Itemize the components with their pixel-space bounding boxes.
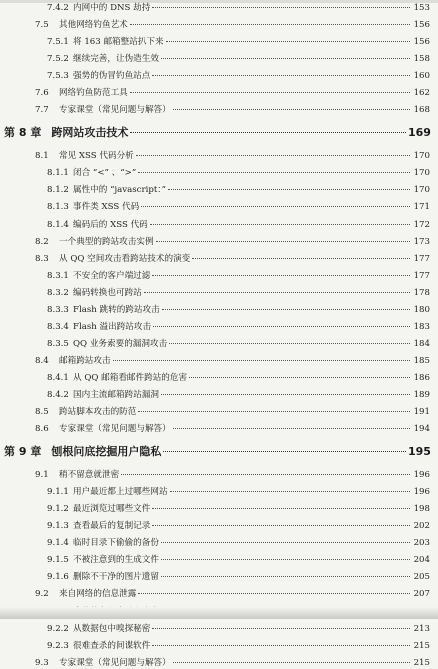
toc-subsection — [0, 53, 438, 65]
dot-leader — [130, 132, 406, 133]
section-number: 8.4 — [35, 355, 49, 366]
page-number: 195 — [408, 445, 431, 459]
section-title: 国内主流邮箱跨站漏洞 — [73, 390, 159, 400]
dot-leader — [138, 593, 410, 594]
section-number: 7.6 — [35, 88, 49, 99]
section-title: 来自网络的信息泄露 — [59, 589, 137, 600]
section-number: 8.3.5 — [47, 338, 69, 349]
dot-leader — [121, 474, 410, 475]
dot-leader — [161, 394, 410, 395]
toc-section — [0, 236, 438, 248]
toc-subsection — [0, 287, 438, 299]
section-title: 稍不留意就泄密 — [59, 470, 120, 481]
page-number: 196 — [413, 470, 430, 481]
page-number: 170 — [413, 185, 430, 196]
page-number: 215 — [413, 657, 430, 668]
toc-section — [0, 19, 438, 31]
dot-leader — [170, 491, 410, 492]
dot-leader — [192, 258, 410, 259]
dot-leader — [144, 292, 410, 293]
chapter-number: 第 9 章 — [4, 445, 42, 459]
page-number: 202 — [413, 521, 430, 532]
dot-leader — [153, 326, 410, 327]
section-title: 属性中的 “javascript：” — [73, 185, 166, 196]
dot-leader — [152, 275, 410, 276]
section-title: 一个典型的跨站攻击实例 — [59, 236, 154, 247]
dot-leader — [130, 24, 410, 25]
section-title: 内网中的 DNS 劫持 — [73, 3, 151, 13]
section-title: 专家课堂（常见问题与解答） — [59, 424, 171, 435]
dot-leader — [162, 309, 410, 310]
page-number: 204 — [413, 555, 430, 566]
toc-subsection — [0, 167, 438, 179]
section-title: 强势的伪冒钓鱼站点 — [73, 71, 151, 82]
section-title: 跨站脚本攻击的防范 — [59, 407, 137, 418]
dot-leader — [166, 41, 410, 42]
page-number: 184 — [413, 338, 430, 349]
section-number: 9.1.2 — [47, 504, 69, 515]
dot-leader — [173, 428, 410, 429]
section-number: 9.2.2 — [47, 623, 69, 634]
toc-section — [0, 253, 438, 265]
dot-leader — [163, 451, 406, 452]
section-number: 9.3 — [35, 657, 49, 668]
dot-leader — [152, 645, 410, 646]
section-title: QQ 业务索要的漏洞攻击 — [73, 338, 168, 349]
page-number: 170 — [413, 168, 430, 179]
dot-leader — [138, 172, 410, 173]
toc-subsection — [0, 537, 438, 549]
toc-section — [0, 588, 438, 600]
toc-subsection — [0, 571, 438, 583]
toc-subsection — [0, 389, 438, 401]
toc-subsection — [0, 520, 438, 532]
section-number: 9.2.3 — [47, 640, 69, 651]
page-number: 185 — [413, 355, 430, 366]
page-number: 189 — [413, 390, 430, 400]
dot-leader — [141, 206, 410, 207]
page-number: 213 — [413, 623, 430, 634]
dot-leader — [161, 576, 410, 577]
dot-leader — [189, 377, 410, 378]
section-number: 7.5.1 — [47, 37, 69, 48]
section-number: 8.4.1 — [47, 372, 69, 383]
page-number: 207 — [413, 589, 430, 600]
page-number: 177 — [413, 253, 430, 264]
dot-leader — [152, 7, 410, 8]
page-number: 203 — [413, 538, 430, 549]
section-title: 从数据包中嗅探秘密 — [73, 623, 151, 634]
section-number: 8.4.2 — [47, 390, 69, 400]
section-number: 8.3 — [35, 253, 49, 264]
page-number: 194 — [413, 424, 430, 435]
dot-leader — [113, 360, 410, 361]
toc-subsection — [0, 270, 438, 282]
section-number: 8.3.1 — [47, 270, 69, 281]
section-title: 邮箱跨站攻击 — [59, 355, 111, 366]
toc-chapter-heading — [0, 444, 438, 460]
section-number: 8.3.4 — [47, 321, 69, 332]
page-number: 169 — [408, 126, 431, 140]
page-number: 156 — [413, 20, 430, 31]
section-title: 用户最近都上过哪些网站 — [73, 487, 168, 498]
toc-subsection — [0, 372, 438, 384]
page-number: 156 — [413, 37, 430, 48]
page-number: 215 — [413, 640, 430, 651]
dot-leader — [152, 628, 410, 629]
chapter-number: 第 8 章 — [4, 126, 42, 140]
toc-section — [0, 469, 438, 481]
page-number: 171 — [413, 202, 430, 213]
dot-leader — [169, 343, 410, 344]
section-title: 闭合 “<” 、“>” — [73, 168, 137, 179]
section-title: 常见 XSS 代码分析 — [59, 151, 134, 162]
toc-chapter-heading — [0, 125, 438, 141]
toc-section — [0, 150, 438, 162]
toc-subsection — [0, 2, 438, 14]
dot-leader — [161, 58, 410, 59]
section-number: 8.1.2 — [47, 185, 69, 196]
page-number: 170 — [413, 151, 430, 162]
section-number: 7.5 — [35, 20, 49, 31]
section-title: 编码后的 XSS 代码 — [73, 219, 148, 230]
page-number: 196 — [413, 487, 430, 498]
section-title: 查看最后的复制记录 — [73, 521, 151, 532]
section-number: 8.3.2 — [47, 287, 69, 298]
page-number: 160 — [413, 71, 430, 82]
section-title: 事件类 XSS 代码 — [73, 202, 140, 213]
chapter-title: 刨根问底挖掘用户隐私 — [51, 445, 162, 459]
page-number: 180 — [413, 304, 430, 315]
toc-subsection — [0, 201, 438, 213]
page-number: 198 — [413, 504, 430, 515]
section-number: 9.1.6 — [47, 572, 69, 583]
section-title: 从 QQ 空间攻击看跨站技术的演变 — [59, 253, 191, 264]
toc-subsection — [0, 36, 438, 48]
dot-leader — [168, 189, 410, 190]
section-number: 8.3.3 — [47, 304, 69, 315]
page-number: 168 — [413, 105, 430, 116]
page-number: 173 — [413, 236, 430, 247]
section-number: 8.1 — [35, 151, 49, 162]
dot-leader — [150, 224, 410, 225]
section-title: 网络钓鱼防范工具 — [59, 88, 128, 99]
page-number: 183 — [413, 321, 430, 332]
dot-leader — [136, 155, 410, 156]
section-title: Flash 跳转的跨站攻击 — [73, 304, 160, 315]
section-title: 继续完善，让伪造生效 — [73, 54, 159, 65]
page-number: 178 — [413, 287, 430, 298]
toc-section — [0, 406, 438, 418]
toc-subsection — [0, 554, 438, 566]
dot-leader — [130, 92, 410, 93]
toc-subsection — [0, 70, 438, 82]
section-number: 9.1 — [35, 470, 49, 481]
dot-leader — [152, 508, 410, 509]
dot-leader — [152, 525, 410, 526]
section-title: 不被注意到的生成文件 — [73, 555, 159, 566]
toc-subsection — [0, 321, 438, 333]
page-number: 172 — [413, 219, 430, 230]
chapter-title: 跨网站攻击技术 — [51, 126, 129, 140]
toc-section — [0, 104, 438, 116]
page-number: 205 — [413, 572, 430, 583]
toc-subsection — [0, 486, 438, 498]
section-title: 最近浏览过哪些文件 — [73, 504, 151, 515]
toc-section — [0, 423, 438, 435]
section-title: 专家课堂（常见问题与解答） — [59, 105, 171, 116]
section-title: 删除不干净的图片遗留 — [73, 572, 159, 583]
section-number: 8.1.3 — [47, 202, 69, 213]
section-title: 编码转换也可跨站 — [73, 287, 142, 298]
toc-subsection — [0, 640, 438, 652]
page-number: 177 — [413, 270, 430, 281]
section-title: 不安全的客户端过滤 — [73, 270, 151, 281]
section-title: 从 QQ 邮箱看邮件跨站的危害 — [73, 372, 188, 383]
section-title: 很难查杀的间谍软件 — [73, 640, 151, 651]
section-number: 7.4.2 — [47, 3, 69, 13]
toc-subsection — [0, 304, 438, 316]
section-title: 临时目录下偷偷的备份 — [73, 538, 159, 549]
section-number: 7.7 — [35, 105, 49, 116]
section-number: 9.2 — [35, 589, 49, 600]
toc-section — [0, 87, 438, 99]
toc-section — [0, 657, 438, 669]
toc-subsection — [0, 623, 438, 635]
dot-leader — [138, 411, 410, 412]
section-number: 8.1.4 — [47, 219, 69, 230]
toc-subsection — [0, 338, 438, 350]
section-number: 8.5 — [35, 407, 49, 418]
section-number: 9.1.4 — [47, 538, 69, 549]
dot-leader — [156, 241, 410, 242]
section-number: 8.6 — [35, 424, 49, 435]
page-number: 162 — [413, 88, 430, 99]
section-title: 将 163 邮箱整站扒下来 — [73, 37, 164, 48]
toc-subsection — [0, 219, 438, 231]
section-number: 7.5.3 — [47, 71, 69, 82]
section-title: 其他网络钓鱼艺术 — [59, 20, 128, 31]
page-number: 153 — [413, 3, 430, 13]
page-number: 158 — [413, 54, 430, 65]
section-number: 7.5.2 — [47, 54, 69, 65]
page-bottom-shadow — [0, 607, 438, 619]
dot-leader — [161, 542, 410, 543]
toc-section — [0, 355, 438, 367]
dot-leader — [161, 559, 410, 560]
section-number: 9.1.1 — [47, 487, 69, 498]
section-number: 8.2 — [35, 236, 49, 247]
page-number: 186 — [413, 372, 430, 383]
section-number: 9.1.3 — [47, 521, 69, 532]
section-number: 8.1.1 — [47, 168, 69, 179]
section-number: 9.1.5 — [47, 555, 69, 566]
page-number: 191 — [413, 407, 430, 418]
dot-leader — [152, 75, 410, 76]
toc-subsection — [0, 184, 438, 196]
dot-leader — [173, 662, 410, 663]
toc-subsection — [0, 503, 438, 515]
dot-leader — [173, 109, 410, 110]
section-title: Flash 溢出跨站攻击 — [73, 321, 152, 332]
section-title: 专家课堂（常见问题与解答） — [59, 657, 171, 668]
